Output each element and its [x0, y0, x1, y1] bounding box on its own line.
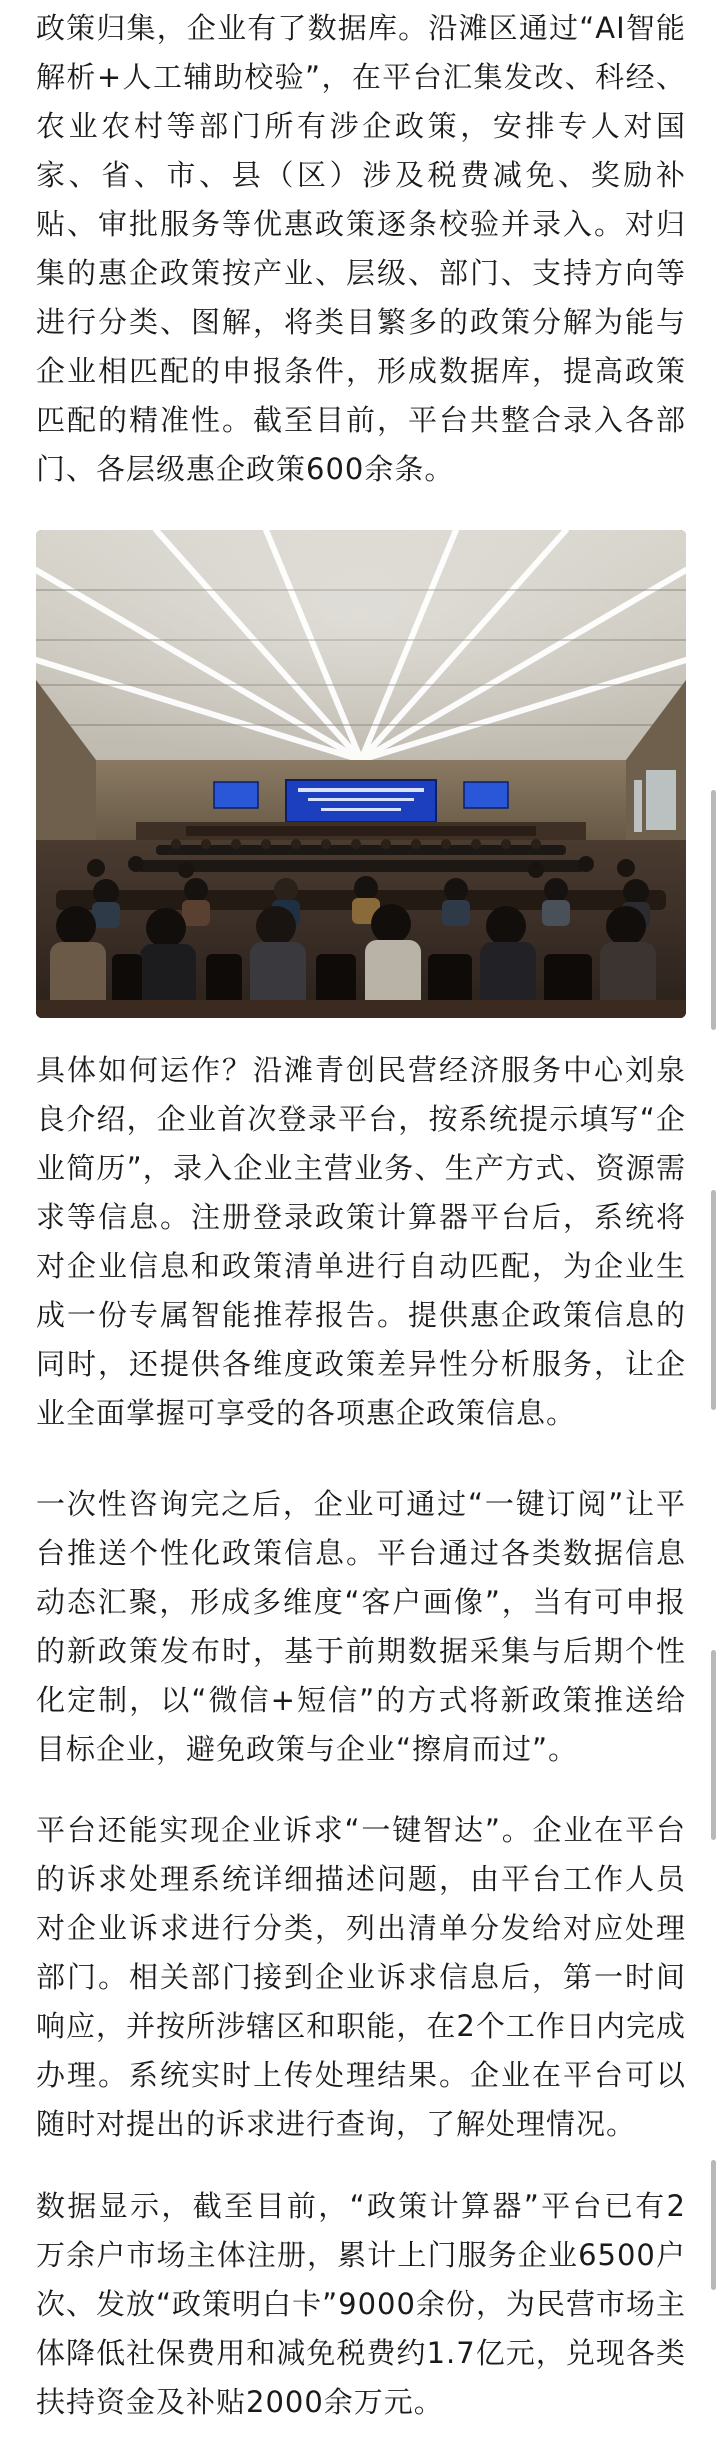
scrollbar-segment[interactable] — [711, 1190, 716, 1410]
paragraph-subscription: 一次性咨询完之后，企业可通过“一键订阅”让平台推送个性化政策信息。平台通过各类数据信息动态汇聚，形成多维度“客户画像”，当有可申报的新政策发布时，基于前期数据采集与后期个性化定制，以“微信+短信”的方式将新政策推送给目标企业，避免政策与企业“擦肩而过”。 — [36, 1487, 686, 1766]
meeting-photo — [36, 530, 686, 1018]
scrollbar-segment[interactable] — [711, 2160, 716, 2290]
scrollbar-segment[interactable] — [711, 790, 716, 1030]
paragraph-appeals: 平台还能实现企业诉求“一键智达”。企业在平台的诉求处理系统详细描述问题，由平台工作人员对企业诉求进行分类，列出清单分发给对应处理部门。相关部门接到企业诉求信息后，第一时间响应，并按所涉辖区和职能，在2个工作日内完成办理。系统实时上传处理结果。企业在平台可以随时对提出的诉求进行查询，了解处理情况。 — [36, 1813, 686, 2141]
paragraph-policy-database: 政策归集，企业有了数据库。沿滩区通过“AI智能解析+人工辅助校验”，在平台汇集发改、科经、农业农村等部门所有涉企政策，安排专人对国家、省、市、县（区）涉及税费减免、奖励补贴、审批服务等优惠政策逐条校验并录入。对归集的惠企政策按产业、层级、部门、支持方向等进行分类、图解，将类目繁多的政策分解为能与企业相匹配的申报条件，形成数据库，提高政策匹配的精准性。截至目前，平台共整合录入各部门、各层级惠企政策600余条。 — [36, 11, 686, 486]
scrollbar-segment[interactable] — [711, 1650, 716, 1840]
paragraph-how-it-works: 具体如何运作？沿滩青创民营经济服务中心刘泉良介绍，企业首次登录平台，按系统提示填写“企业简历”，录入企业主营业务、生产方式、资源需求等信息。注册登录政策计算器平台后，系统将对企业信息和政策清单进行自动匹配，为企业生成一份专属智能推荐报告。提供惠企政策信息的同时，还提供各维度政策差异性分析服务，让企业全面掌握可享受的各项惠企政策信息。 — [36, 1053, 686, 1430]
paragraph-statistics: 数据显示，截至目前，“政策计算器”平台已有2万余户市场主体注册，累计上门服务企业6500户次、发放“政策明白卡”9000余份，为民营市场主体降低社保费用和减免税费约1.7亿元，兑现各类扶持资金及补贴2000余万元。 — [36, 2189, 686, 2419]
